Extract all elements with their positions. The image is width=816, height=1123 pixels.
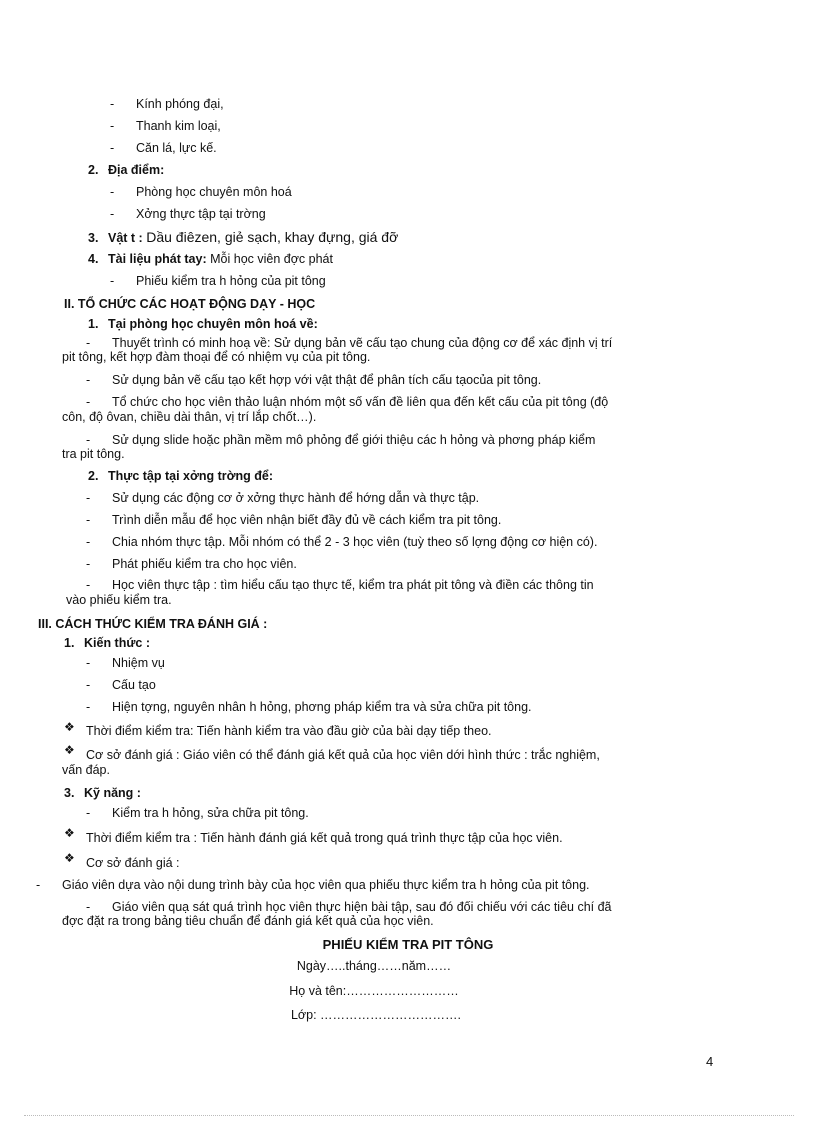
bullet-dash: -: [86, 900, 91, 914]
diamond-bullet-icon: ❖: [64, 720, 75, 734]
list-item: Kiểm tra h hỏng, sửa chữa pit tông.: [112, 806, 309, 820]
paragraph-line: Tổ chức cho học viên thảo luận nhóm một số vấn đề liên qua đến kết cấu của pit tông (độ: [112, 395, 609, 409]
form-title: PHIẾU KIỂM TRA PIT TÔNG: [322, 937, 494, 952]
paragraph-line: vào phiếu kiểm tra.: [66, 593, 172, 607]
bullet-dash: -: [86, 678, 91, 692]
page-footer-divider: [24, 1115, 794, 1116]
list-item: Căn lá, lực kế.: [136, 141, 217, 155]
bullet-dash: -: [86, 700, 91, 714]
bullet-dash: -: [86, 433, 91, 447]
list-item: Nhiệm vụ: [112, 656, 165, 670]
bullet-dash: -: [86, 395, 91, 409]
bullet-dash: -: [86, 806, 91, 820]
diamond-bullet-icon: ❖: [64, 743, 75, 757]
paragraph-line: Học viên thực tập : tìm hiểu cấu tạo thực tế, kiểm tra phát pit tông và điền các thông tin: [112, 578, 594, 592]
paragraph-line: Thuyết trình có minh hoạ về: Sử dụng bản vẽ cấu tạo chung của động cơ để xác định vị trí: [112, 336, 613, 350]
bullet-dash: -: [110, 274, 115, 288]
section-3-heading: 3. Vật t : Dầu điêzen, giẻ sạch, khay đựng, giá đỡ: [88, 229, 399, 245]
subsection-heading: 1. Tại phòng học chuyên môn hoá về:: [88, 317, 318, 331]
form-class-line: Lớp: …………………………….: [290, 1008, 462, 1022]
bullet-dash: -: [110, 185, 115, 199]
paragraph-line: Sử dụng bản vẽ cấu tạo kết hợp với vật thật để phân tích cấu tạocủa pit tông.: [112, 373, 542, 387]
form-name-line: Họ và tên:………………………: [289, 984, 459, 998]
paragraph-line: đợc đặt ra trong bảng tiêu chuẩn để đánh giá kết quả của học viên.: [62, 914, 434, 928]
page-number: 4: [706, 1054, 714, 1069]
bullet-dash: -: [110, 119, 115, 133]
bullet-dash: -: [110, 141, 115, 155]
paragraph-line: Cơ sở đánh giá : Giáo viên có thể đánh giá kết quả của học viên dới hình thức : trắc nghiệm,: [86, 748, 600, 762]
section-2-heading: 2. Địa điểm:: [88, 163, 165, 177]
bullet-dash: -: [86, 336, 91, 350]
section-ii-heading: II. TỔ CHỨC CÁC HOẠT ĐỘNG DẠY - HỌC: [64, 297, 316, 311]
bullet-dash: -: [86, 373, 91, 387]
paragraph-line: pit tông, kết hợp đàm thoại để có nhiệm vụ của pit tông.: [62, 350, 371, 364]
paragraph-line: Thời điểm kiểm tra : Tiến hành đánh giá kết quả trong quá trình thực tập của học viên.: [86, 831, 563, 845]
paragraph-line: côn, độ ôvan, chiều dài thân, vị trí lắp chốt…).: [62, 410, 317, 424]
list-item: Thanh kim loại,: [136, 119, 221, 133]
list-item: Kính phóng đại,: [136, 97, 224, 111]
subsection-heading: 3. Kỹ năng :: [64, 786, 141, 800]
section-iii-heading: III. CÁCH THỨC KIỂM TRA ĐÁNH GIÁ :: [38, 617, 268, 631]
bullet-dash: -: [110, 97, 115, 111]
paragraph-line: Chia nhóm thực tập. Mỗi nhóm có thể 2 - 3 học viên (tuỳ theo số lợng động cơ hiện có).: [112, 535, 598, 549]
paragraph-line: Giáo viên quạ sát quá trình học viên thực hiện bài tập, sau đó đối chiếu với các tiêu chí đã: [112, 900, 612, 914]
bullet-dash: -: [86, 557, 91, 571]
bullet-dash: -: [86, 578, 91, 592]
subsection-heading: 1. Kiến thức :: [64, 636, 150, 650]
paragraph-line: Sử dụng các động cơ ở xởng thực hành để hớng dẫn và thực tập.: [112, 491, 480, 505]
bullet-dash: -: [86, 513, 91, 527]
section-4-heading: 4. Tài liệu phát tay: Mỗi học viên đợc phát: [88, 252, 333, 266]
list-item: Hiện tợng, nguyên nhân h hỏng, phơng pháp kiểm tra và sửa chữa pit tông.: [112, 700, 532, 714]
paragraph-line: vấn đáp.: [62, 763, 110, 777]
bullet-dash: -: [86, 491, 91, 505]
paragraph-line: tra pit tông.: [62, 447, 125, 461]
paragraph-line: Phát phiếu kiểm tra cho học viên.: [112, 557, 297, 571]
list-item: Cấu tạo: [112, 678, 156, 692]
list-item: Phòng học chuyên môn hoá: [136, 185, 292, 199]
paragraph-line: Thời điểm kiểm tra: Tiến hành kiểm tra vào đầu giờ của bài dạy tiếp theo.: [86, 724, 492, 738]
bullet-dash: -: [36, 878, 41, 892]
bullet-dash: -: [86, 535, 91, 549]
paragraph-line: Sử dụng slide hoặc phần mềm mô phỏng để giới thiệu các h hỏng và phơng pháp kiểm: [112, 433, 596, 447]
diamond-bullet-icon: ❖: [64, 851, 75, 865]
form-date-line: Ngày…..tháng……năm……: [296, 959, 452, 973]
paragraph-line: Trình diễn mẫu để học viên nhận biết đầy đủ về cách kiểm tra pit tông.: [112, 513, 502, 527]
list-item: Phiếu kiểm tra h hỏng của pit tông: [136, 274, 326, 288]
bullet-dash: -: [110, 207, 115, 221]
paragraph-line: Cơ sở đánh giá :: [86, 856, 180, 870]
bullet-dash: -: [86, 656, 91, 670]
list-item: Xởng thực tập tại trờng: [136, 207, 266, 221]
paragraph-line: Giáo viên dựa vào nội dung trình bày của học viên qua phiếu thực kiểm tra h hỏng của pit tông.: [62, 878, 590, 892]
diamond-bullet-icon: ❖: [64, 826, 75, 840]
subsection-heading: 2. Thực tập tại xởng trờng để:: [88, 469, 274, 483]
